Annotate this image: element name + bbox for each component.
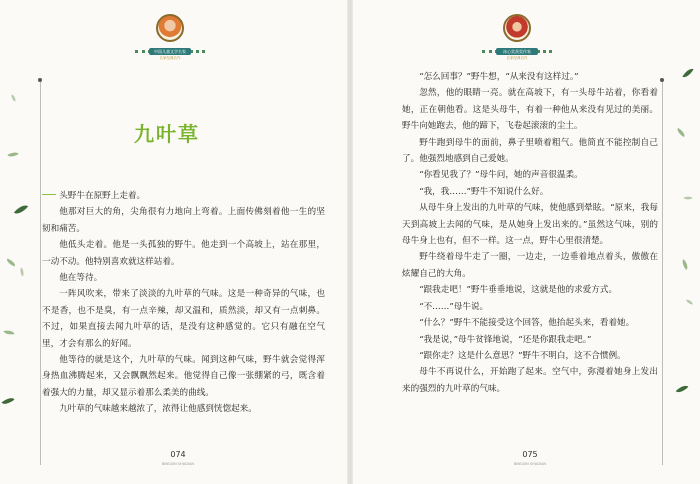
paragraph: 他在等待。 (59, 273, 103, 284)
logo-banner-text: 中国儿童文学名家 (149, 48, 191, 55)
series-logo-right (482, 14, 552, 64)
leaf-icon (18, 268, 25, 277)
page-footer-left: BINGXIN SHUDIAN (161, 462, 195, 466)
paragraph: 野牛跑到母牛的面前，鼻子里喷着粗气。他简直不能控制自己了。他强烈地感到自己爱她。 (402, 137, 658, 165)
leaf-icon (7, 150, 18, 159)
leaf-icon (1, 395, 14, 407)
series-logo-left (135, 14, 205, 64)
logo-subtitle: 名家经典名作 (159, 56, 181, 60)
paragraph: 他等待的就是这个，九叶草的气味。闻到这种气味，野牛就会觉得浑身热血沸腾起来，又会飘飘然起来。他觉得自己像一张绷紧的弓，既含着着强大的力量，却又显示着那么柔美的曲线。 (42, 355, 325, 398)
page-number-left: 074 (170, 450, 186, 459)
paragraph: “跟你走？这是什么意思？”野牛不明白，这不合惯例。 (419, 350, 626, 361)
right-body-text (402, 69, 658, 397)
paragraph: 他低头走着。他是一头孤独的野牛。他走到一个高坡上，站在那里，一动不动。他特别喜欢就这样站着。 (42, 240, 325, 267)
leaf-icon (14, 202, 28, 217)
paragraph: “跟我走吧！”野牛垂垂地说，这就是他的求爱方式。 (419, 285, 618, 296)
left-body-text (42, 188, 325, 418)
frame-dot (38, 78, 42, 82)
paragraph: “什么？”野牛不能接受这个回答，他抬起头来，看着她。 (419, 318, 635, 329)
paragraph: “我，我……”野牛不知说什么好。 (419, 186, 549, 197)
paragraph: 母牛不再说什么，开始跑了起来。空气中，弥漫着她身上发出来的强烈的九叶草的气味。 (402, 367, 658, 394)
page-footer-right: BINGXIN SHUDIAN (513, 462, 547, 466)
left-page (0, 0, 348, 484)
leaf-icon (10, 94, 18, 102)
logo-banner-text: 冰心奖获奖作家 (496, 48, 538, 55)
paragraph: 野牛绕着母牛走了一圈，一边走，一边垂着地点着头，傲傲在炫耀自己的大角。 (402, 252, 658, 279)
paragraph: 头野牛在原野上走着。 (59, 191, 146, 201)
leaf-icon (4, 329, 15, 336)
page-number-right: 075 (522, 450, 538, 459)
left-frame-line (40, 80, 41, 465)
paragraph: 他那对巨大的角，尖角很有力地向上弯着。上面传佛刻着他一生的坚韧和痛苦。 (42, 207, 325, 234)
paragraph: 一阵风吹来，带来了淡淡的九叶草的气味。这是一种奇异的气味，也不是香，也不是臭，有一点辛辣，却又温和，质然淡，却又有一点刺鼻。不过，如果直接去闻九叶草的话，是没有这种感觉的。它只有融在空气里，才会有那么的好闻。 (42, 289, 325, 349)
frame-dot (660, 78, 664, 82)
paragraph: “怎么回事？”野牛想，“从来没有这样过。” (419, 72, 579, 82)
right-frame-line (662, 80, 663, 465)
paragraph: 忽然，他的眼睛一亮。就在高坡下，有一头母牛站着，你看着她，正在朝他看。这是头母牛，有着一种他从来没有见过的美丽。野牛向她跑去，他的蹄下，飞卷起滚滚的尘土。 (402, 88, 658, 132)
logo-subtitle: 名家经典名作 (506, 56, 528, 60)
paragraph: “我是说，”母牛贫锋地说，“还是你跟我走吧。” (419, 334, 592, 345)
paragraph: 九叶草的气味越来越浓了，浓得让他感到恍惚起来。 (59, 404, 257, 415)
leaf-icon (5, 258, 16, 266)
chapter-title: 九叶草 (134, 122, 200, 146)
paragraph: 从母牛身上发出的九叶草的气味，使他感到晕眩。“原来，我每天到高坡上去闻的气味，是从她身上发出来的。”虽然这气味，别的母牛身上也有，但不一样。这一点，野牛心里很清楚。 (402, 203, 658, 247)
paragraph: “你看见我了？”母牛问，她的声音很温柔。 (419, 170, 583, 181)
paragraph: “不……”母牛说。 (419, 301, 489, 312)
